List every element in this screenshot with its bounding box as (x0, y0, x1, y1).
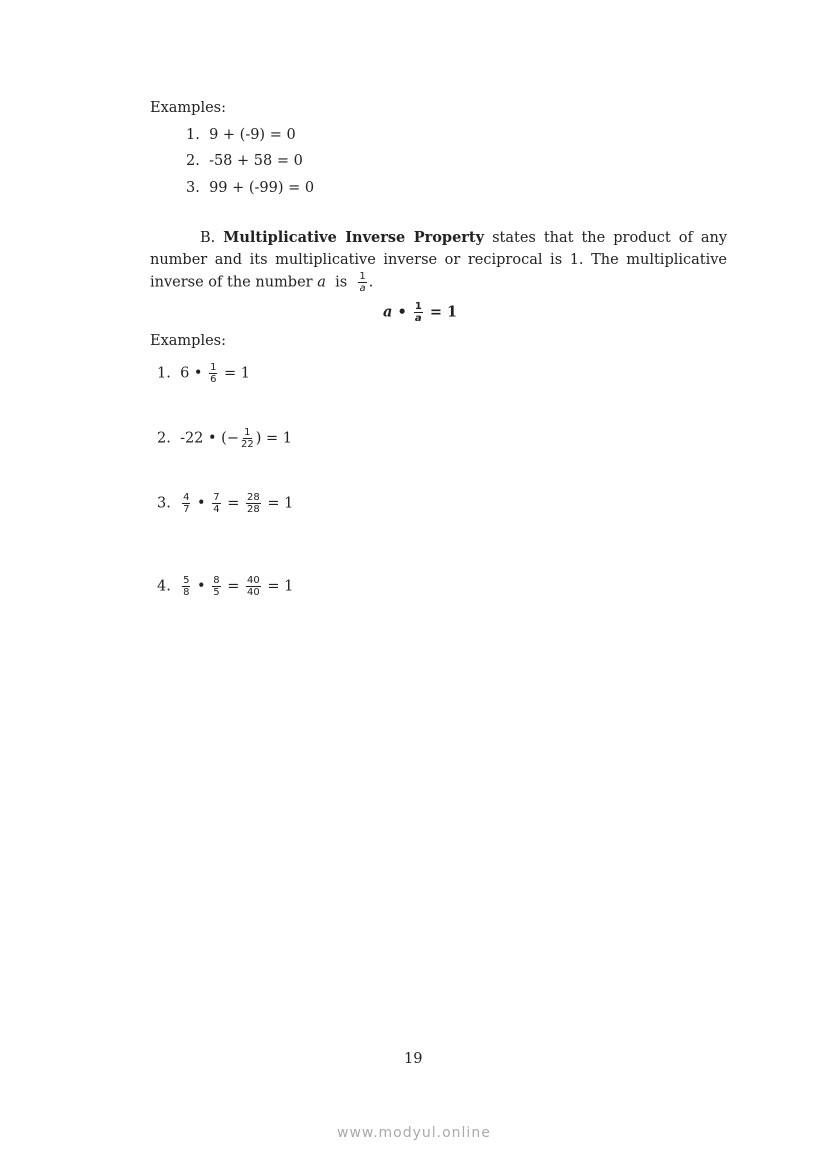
fraction (209, 362, 217, 385)
item-number: 3. (186, 180, 200, 196)
numerator: 1 (359, 271, 366, 282)
fraction (246, 575, 261, 598)
fraction (212, 575, 220, 598)
formula (383, 301, 457, 324)
denominator: 7 (183, 504, 190, 515)
denominator: 40 (246, 587, 260, 598)
examples-label: Examples: (150, 100, 226, 116)
denominator: 5 (213, 587, 220, 598)
item-expr: 99 + (-99) = 0 (209, 180, 315, 196)
item-number: 1. (186, 127, 200, 143)
expr-part: = 1 (224, 365, 251, 382)
equals: = (227, 495, 240, 512)
expr-part: ) = 1 (255, 430, 292, 447)
item-number: 2. (157, 430, 171, 447)
denominator: 8 (183, 587, 190, 598)
item-expr: 9 + (-9) = 0 (209, 127, 296, 143)
equals: = (227, 578, 240, 595)
fraction (241, 427, 254, 450)
fraction (182, 575, 190, 598)
numerator: 1 (244, 427, 251, 438)
denominator: 28 (246, 504, 260, 515)
numerator: 28 (246, 492, 260, 503)
section-letter: B. (200, 230, 216, 246)
examples-label: Examples: (150, 333, 226, 349)
period: . (368, 274, 374, 291)
numerator: 1 (210, 362, 217, 373)
item-number: 2. (186, 153, 200, 169)
denominator: a (414, 313, 422, 324)
item-number: 3. (157, 495, 171, 512)
dot: • (197, 495, 206, 512)
list-item (186, 153, 303, 169)
expr-part: = 1 (267, 578, 294, 595)
page-number: 19 (404, 1051, 423, 1067)
paragraph-text: is (335, 274, 348, 291)
expr-part: 6 • (180, 365, 203, 382)
denominator: 6 (210, 374, 217, 385)
denominator: 4 (213, 504, 220, 515)
expr-part: -22 • (− (180, 430, 239, 447)
fraction (414, 301, 423, 324)
numerator: 40 (246, 575, 260, 586)
dot: • (197, 578, 206, 595)
fraction (358, 271, 366, 294)
watermark: www.modyul.online (337, 1125, 491, 1141)
list-item (186, 127, 296, 143)
fraction (246, 492, 261, 515)
expr-part: = 1 (267, 495, 294, 512)
numerator: 7 (213, 492, 220, 503)
list-item (157, 575, 293, 598)
numerator: 8 (213, 575, 220, 586)
dot: • (397, 303, 407, 321)
variable: a (383, 303, 393, 321)
paragraph-text: states that the product of any number and its multiplicative inverse or reciprocal is 1. The multiplicative inverse of the number (150, 230, 728, 291)
numerator: 5 (183, 575, 190, 586)
item-number: 4. (157, 578, 171, 595)
result: = 1 (429, 303, 458, 321)
property-title: Multiplicative Inverse Property (223, 229, 485, 246)
numerator: 1 (414, 301, 422, 312)
section-b-paragraph (150, 227, 727, 294)
denominator: a (359, 283, 366, 294)
list-item (157, 427, 292, 450)
list-item (186, 180, 314, 196)
variable: a (317, 274, 326, 291)
list-item (157, 492, 293, 515)
item-number: 1. (157, 365, 171, 382)
item-expr: -58 + 58 = 0 (209, 153, 303, 169)
numerator: 4 (183, 492, 190, 503)
list-item (157, 362, 250, 385)
denominator: 22 (241, 439, 254, 450)
fraction (212, 492, 220, 515)
fraction (182, 492, 190, 515)
